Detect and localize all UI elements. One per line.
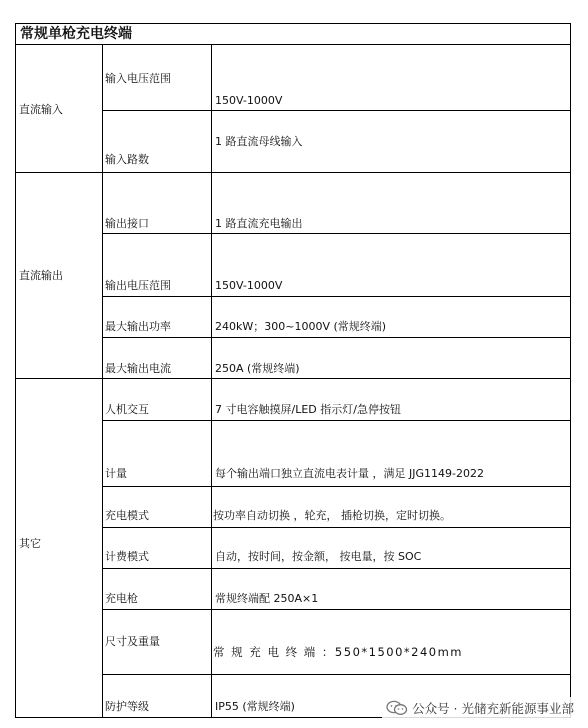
row-value: 250A (常规终端)	[215, 362, 300, 375]
group-label-dc-output: 直流输出	[19, 269, 63, 282]
row-divider	[103, 609, 570, 610]
row-label: 充电枪	[105, 592, 138, 605]
row-divider	[103, 486, 570, 487]
group-divider	[16, 378, 570, 379]
row-label: 尺寸及重量	[105, 635, 160, 648]
row-value: 1 路直流母线输入	[215, 135, 303, 148]
row-value: 自动，按时间，按金额， 按电量，按 SOC	[215, 550, 422, 563]
row-label: 输入路数	[105, 153, 149, 166]
row-label: 充电模式	[105, 509, 149, 522]
row-label: 最大输出功率	[105, 320, 171, 333]
row-label: 计费模式	[105, 550, 149, 563]
row-divider	[103, 420, 570, 421]
row-divider	[103, 233, 570, 234]
table-title: 常规单枪充电终端	[20, 26, 132, 42]
row-label: 最大输出电流	[105, 362, 171, 375]
row-divider	[103, 674, 570, 675]
spec-table	[15, 23, 571, 718]
row-value: 1 路直流充电输出	[215, 217, 303, 230]
row-value: 按功率自动切换 ，轮充， 插枪切换，定时切换。	[213, 509, 451, 522]
row-divider	[103, 296, 570, 297]
row-value: 7 寸电容触摸屏/LED 指示灯/急停按钮	[215, 403, 401, 416]
row-label: 输出接口	[105, 217, 149, 230]
row-label: 防护等级	[105, 700, 149, 713]
row-value: 150V-1000V	[215, 279, 283, 292]
row-label: 计量	[105, 467, 127, 480]
row-label: 人机交互	[105, 403, 149, 416]
row-divider	[103, 337, 570, 338]
row-label: 输出电压范围	[105, 279, 171, 292]
row-divider	[103, 568, 570, 569]
row-divider	[103, 110, 570, 111]
row-value: 150V-1000V	[215, 94, 283, 107]
row-value: 常规终端配 250A×1	[215, 592, 319, 605]
group-label-dc-input: 直流输入	[19, 103, 63, 116]
group-label-other: 其它	[19, 537, 41, 550]
column-divider	[102, 44, 103, 717]
column-divider	[211, 44, 212, 717]
watermark-text: 公众号 · 光储充新能源事业部	[412, 701, 574, 716]
group-divider	[16, 172, 570, 173]
wechat-icon	[386, 700, 408, 716]
row-value: 240kW；300~1000V (常规终端)	[215, 320, 387, 333]
row-value: 每个输出端口独立直流电表计量 ，满足 JJG1149-2022	[215, 467, 484, 480]
watermark	[382, 697, 578, 719]
title-divider	[16, 44, 570, 45]
row-value: IP55 (常规终端)	[215, 700, 295, 713]
row-value: 常 规 充 电 终 端 ：550*1500*240mm	[213, 645, 464, 659]
row-label: 输入电压范围	[105, 72, 171, 85]
row-divider	[103, 527, 570, 528]
